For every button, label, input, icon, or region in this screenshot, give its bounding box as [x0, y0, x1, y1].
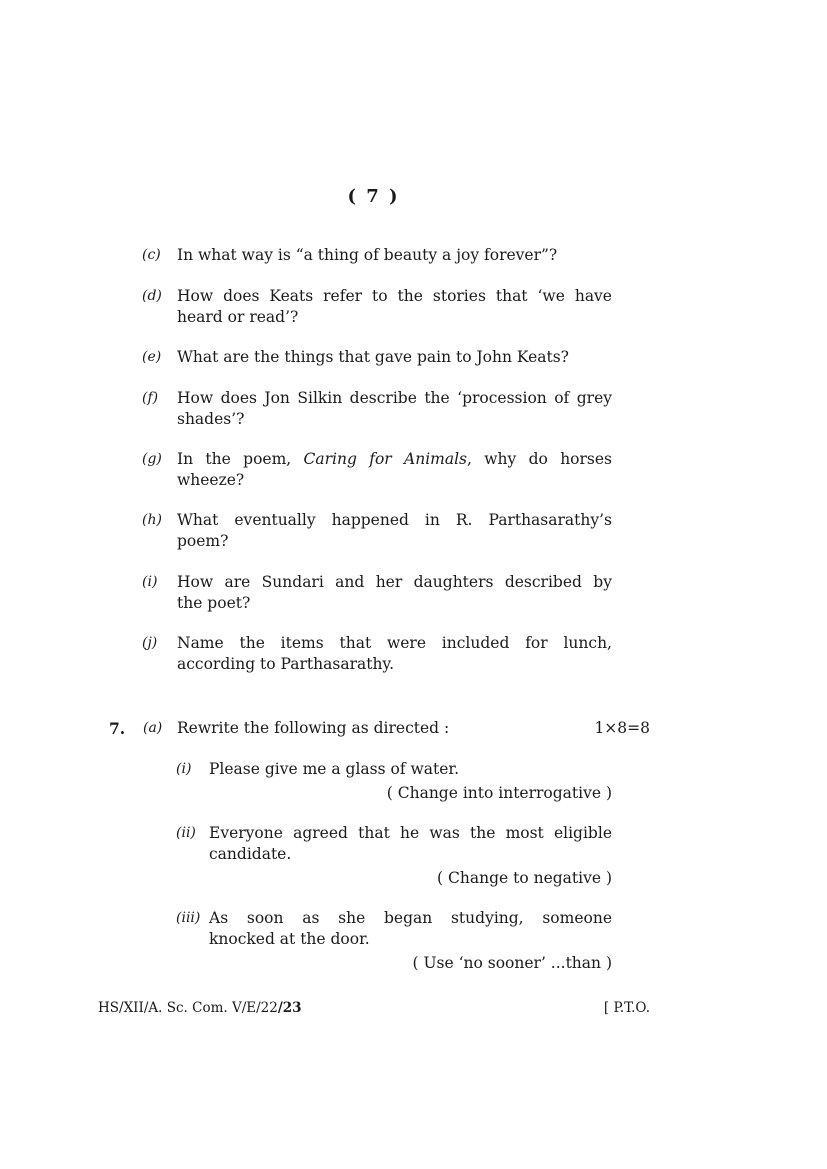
sub-question-direction: ( Change into interrogative )	[386, 784, 612, 802]
sub-question-text: Please give me a glass of water.	[209, 760, 460, 778]
sub-question-text-line2: knocked at the door.	[209, 930, 370, 948]
question-j	[142, 633, 612, 675]
sub-question-direction: ( Change to negative )	[437, 869, 612, 887]
sub-question-label: (iii)	[176, 910, 201, 926]
paper-code	[98, 1000, 302, 1016]
sub-question-direction: ( Use ‘no sooner’ ...than )	[412, 954, 612, 972]
sub-question-iii	[176, 908, 612, 974]
question-text-line1	[177, 449, 612, 470]
question-h	[142, 510, 612, 552]
question-text-line2: according to Parthasarathy.	[177, 655, 395, 673]
question-text-line2: the poet?	[177, 594, 251, 612]
question-text-line2: wheeze?	[177, 471, 245, 489]
question-text-line2: heard or read’?	[177, 308, 299, 326]
question-label: (f)	[142, 390, 159, 406]
question-text: What are the things that gave pain to John Keats?	[177, 348, 569, 366]
page-number: ( 7 )	[347, 186, 400, 207]
question-g	[142, 449, 612, 491]
question-label: (e)	[142, 349, 162, 365]
question-i	[142, 572, 612, 614]
question-text-line2: poem?	[177, 532, 229, 550]
question-label: (c)	[142, 247, 161, 263]
question-d	[142, 286, 612, 328]
marks-allocation: 1×8=8	[594, 719, 650, 737]
paper-code-prefix: HS/XII/A. Sc. Com. V/E/22	[98, 1000, 278, 1016]
sub-question-text-line1: Everyone agreed that he was the most eligible	[209, 824, 612, 842]
question-text-line1: How does Keats refer to the stories that ‘we have	[177, 287, 612, 305]
question-label: (d)	[142, 288, 162, 304]
question-text-line1: What eventually happened in R. Parthasarathy’s	[177, 511, 612, 529]
question-f	[142, 388, 612, 430]
sub-question-i	[176, 759, 612, 804]
sub-question-ii	[176, 823, 612, 889]
question-label: (g)	[142, 451, 162, 467]
question-text-line1: Name the items that were included for lunch,	[177, 634, 612, 652]
sub-question-text-line2: candidate.	[209, 845, 292, 863]
paper-code-suffix: /23	[277, 1000, 302, 1016]
poem-title: Caring for Animals	[303, 450, 468, 468]
question-sub-label: (a)	[143, 720, 163, 736]
question-text-line1: How are Sundari and her daughters described by	[177, 573, 612, 591]
question-text: In what way is “a thing of beauty a joy forever”?	[177, 246, 558, 264]
question-number: 7.	[109, 719, 126, 738]
question-c	[142, 245, 612, 266]
question-text-pre: In the poem,	[177, 450, 304, 468]
sub-question-label: (i)	[176, 761, 192, 777]
question-text-line2: shades’?	[177, 410, 245, 428]
question-instruction: Rewrite the following as directed :	[177, 719, 450, 737]
question-label: (h)	[142, 512, 162, 528]
question-e	[142, 347, 612, 368]
sub-question-text-line1: As soon as she began studying, someone	[209, 909, 612, 927]
question-label: (j)	[142, 635, 158, 651]
question-label: (i)	[142, 574, 158, 590]
please-turn-over: [ P.T.O.	[603, 1000, 650, 1016]
question-text-post: , why do horses	[467, 450, 613, 468]
question-text-line1: How does Jon Silkin describe the ‘procession of grey	[177, 389, 612, 407]
sub-question-label: (ii)	[176, 825, 196, 841]
